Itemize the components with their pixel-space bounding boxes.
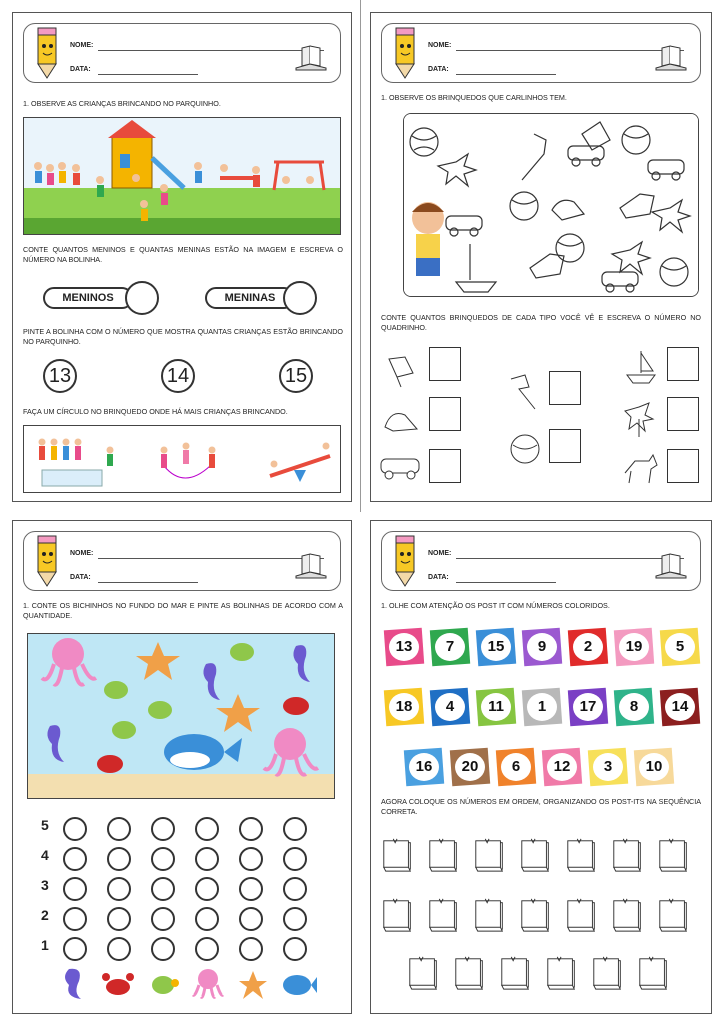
name-label: NOME: bbox=[428, 42, 452, 49]
book-icon bbox=[654, 44, 688, 72]
empty-postit-slot[interactable] bbox=[565, 897, 599, 933]
count-bubble[interactable] bbox=[107, 937, 131, 961]
postit-note bbox=[497, 749, 535, 785]
pencil-mascot-icon bbox=[32, 26, 62, 80]
book-icon bbox=[294, 44, 328, 72]
question-3: PINTE A BOLINHA COM O NÚMERO QUE MOSTRA QUANTAS CRIANÇAS ESTÃO BRINCANDO NO PARQUINHO. bbox=[23, 327, 343, 346]
header-box bbox=[23, 531, 341, 591]
playground-scene bbox=[23, 117, 341, 235]
empty-postit-slot[interactable] bbox=[519, 897, 553, 933]
empty-postit-slot[interactable] bbox=[657, 837, 691, 873]
count-bubble[interactable] bbox=[283, 877, 307, 901]
count-bubble[interactable] bbox=[195, 937, 219, 961]
seahorse-icon bbox=[57, 967, 87, 1001]
playground-illustration bbox=[24, 118, 341, 235]
postit-number: 12 bbox=[547, 753, 577, 781]
dinosaur-icon bbox=[381, 403, 421, 435]
count-bubble[interactable] bbox=[239, 847, 263, 871]
kite-icon bbox=[383, 353, 419, 389]
count-bubble[interactable] bbox=[63, 877, 87, 901]
worksheet-playground bbox=[12, 12, 352, 502]
count-bubble[interactable] bbox=[107, 877, 131, 901]
postit-note bbox=[385, 689, 423, 725]
empty-postit-slot[interactable] bbox=[519, 837, 553, 873]
postit-note bbox=[477, 689, 515, 725]
postit-number: 2 bbox=[573, 633, 603, 661]
count-bubble[interactable] bbox=[151, 907, 175, 931]
postit-note bbox=[615, 689, 653, 725]
book-icon bbox=[654, 552, 688, 580]
question-1: 1. OBSERVE AS CRIANÇAS BRINCANDO NO PARQUINHO. bbox=[23, 99, 221, 108]
boys-count-circle[interactable] bbox=[125, 281, 159, 315]
empty-postit-slot[interactable] bbox=[473, 837, 507, 873]
kite-count-box[interactable] bbox=[429, 347, 461, 381]
date-label: DATA: bbox=[70, 574, 91, 581]
count-bubble[interactable] bbox=[63, 907, 87, 931]
play-options-scene bbox=[23, 425, 341, 493]
question-2: CONTE QUANTOS BRINQUEDOS DE CADA TIPO VOCÊ VÊ E ESCREVA O NÚMERO NO QUADRINHO. bbox=[381, 313, 701, 332]
toys-illustration bbox=[404, 114, 699, 297]
empty-postit-slot[interactable] bbox=[611, 897, 645, 933]
count-bubble[interactable] bbox=[195, 877, 219, 901]
count-bubble[interactable] bbox=[239, 817, 263, 841]
empty-postit-slot[interactable] bbox=[453, 955, 487, 991]
boy-character bbox=[412, 202, 444, 276]
count-bubble[interactable] bbox=[195, 847, 219, 871]
count-bubble[interactable] bbox=[107, 817, 131, 841]
postit-number: 17 bbox=[573, 693, 603, 721]
turtle-icon bbox=[147, 971, 179, 999]
crab-icon bbox=[101, 971, 135, 999]
name-line[interactable] bbox=[98, 558, 324, 559]
postit-note bbox=[615, 629, 653, 665]
date-line[interactable] bbox=[456, 582, 556, 583]
option-13[interactable]: 13 bbox=[43, 359, 77, 393]
postit-number: 11 bbox=[481, 693, 511, 721]
octopus-icon bbox=[191, 967, 225, 1001]
empty-postit-slot[interactable] bbox=[591, 955, 625, 991]
count-bubble[interactable] bbox=[63, 847, 87, 871]
postit-number: 8 bbox=[619, 693, 649, 721]
girls-label: MENINAS bbox=[205, 287, 295, 309]
name-line[interactable] bbox=[456, 558, 684, 559]
postit-note bbox=[431, 629, 469, 665]
empty-postit-slot[interactable] bbox=[407, 955, 441, 991]
question-2: CONTE QUANTOS MENINOS E QUANTAS MENINAS ESTÃO NA IMAGEM E ESCREVA O NÚMERO NA BOLINHA. bbox=[23, 245, 343, 264]
pinwheel-icon bbox=[623, 401, 655, 437]
count-bubble[interactable] bbox=[283, 907, 307, 931]
count-bubble[interactable] bbox=[283, 817, 307, 841]
postit-number: 18 bbox=[389, 693, 419, 721]
page-divider bbox=[360, 0, 361, 512]
car-icon bbox=[379, 453, 421, 481]
postit-number: 9 bbox=[527, 633, 557, 661]
starfish-icon bbox=[237, 969, 269, 1001]
count-bubble[interactable] bbox=[107, 907, 131, 931]
row-label-4: 4 bbox=[41, 847, 49, 863]
count-bubble[interactable] bbox=[195, 817, 219, 841]
ball-icon bbox=[509, 433, 541, 465]
empty-postit-slot[interactable] bbox=[473, 897, 507, 933]
question-1: 1. OLHE COM ATENÇÃO OS POST IT COM NÚMEROS COLORIDOS. bbox=[381, 601, 610, 610]
postit-note bbox=[543, 749, 581, 785]
whale-icon bbox=[281, 971, 317, 999]
name-label: NOME: bbox=[428, 550, 452, 557]
header-box bbox=[381, 23, 701, 83]
name-label: NOME: bbox=[70, 42, 94, 49]
row-label-5: 5 bbox=[41, 817, 49, 833]
date-line[interactable] bbox=[456, 74, 556, 75]
sailboat-count-box[interactable] bbox=[667, 347, 699, 381]
postit-number: 19 bbox=[619, 633, 649, 661]
count-bubble[interactable] bbox=[283, 847, 307, 871]
question-1: 1. OBSERVE OS BRINQUEDOS QUE CARLINHOS TEM. bbox=[381, 93, 567, 102]
date-label: DATA: bbox=[70, 66, 91, 73]
empty-postit-slot[interactable] bbox=[611, 837, 645, 873]
name-label: NOME: bbox=[70, 550, 94, 557]
postit-number: 20 bbox=[455, 753, 485, 781]
postit-note bbox=[477, 629, 515, 665]
row-label-2: 2 bbox=[41, 907, 49, 923]
play-options-illustration bbox=[24, 426, 341, 493]
count-bubble[interactable] bbox=[283, 937, 307, 961]
empty-postit-slot[interactable] bbox=[545, 955, 579, 991]
postit-number: 3 bbox=[593, 753, 623, 781]
empty-postit-slot[interactable] bbox=[499, 955, 533, 991]
postit-number: 1 bbox=[527, 693, 557, 721]
option-15[interactable]: 15 bbox=[279, 359, 313, 393]
postit-number: 15 bbox=[481, 633, 511, 661]
date-label: DATA: bbox=[428, 574, 449, 581]
worksheet-sea-animals bbox=[12, 520, 352, 1014]
question-4: FAÇA UM CÍRCULO NO BRINQUEDO ONDE HÁ MAIS CRIANÇAS BRINCANDO. bbox=[23, 407, 288, 416]
worksheet-toys bbox=[370, 12, 712, 502]
worksheet-postits bbox=[370, 520, 712, 1014]
sea-illustration bbox=[28, 634, 335, 799]
count-bubble[interactable] bbox=[151, 847, 175, 871]
pencil-mascot-icon bbox=[390, 26, 420, 80]
postit-note bbox=[589, 749, 627, 785]
row-label-1: 1 bbox=[41, 937, 49, 953]
toys-scene bbox=[403, 113, 699, 297]
postit-number: 13 bbox=[389, 633, 419, 661]
book-icon bbox=[294, 552, 328, 580]
empty-postit-slot[interactable] bbox=[427, 837, 461, 873]
postit-number: 10 bbox=[639, 753, 669, 781]
horse-stick-count-box[interactable] bbox=[549, 371, 581, 405]
count-bubble[interactable] bbox=[239, 907, 263, 931]
empty-postit-slot[interactable] bbox=[381, 837, 415, 873]
postit-note bbox=[451, 749, 489, 785]
empty-postit-slot[interactable] bbox=[637, 955, 671, 991]
empty-postit-slot[interactable] bbox=[427, 897, 461, 933]
empty-postit-slot[interactable] bbox=[657, 897, 691, 933]
car-count-box[interactable] bbox=[429, 449, 461, 483]
sailboat-icon bbox=[623, 347, 659, 385]
name-line[interactable] bbox=[456, 50, 684, 51]
count-bubble[interactable] bbox=[107, 847, 131, 871]
postit-number: 5 bbox=[665, 633, 695, 661]
count-bubble[interactable] bbox=[63, 937, 87, 961]
count-bubble[interactable] bbox=[63, 817, 87, 841]
boys-label: MENINOS bbox=[43, 287, 133, 309]
name-line[interactable] bbox=[98, 50, 324, 51]
postit-number: 6 bbox=[501, 753, 531, 781]
empty-postit-slot[interactable] bbox=[565, 837, 599, 873]
sea-scene bbox=[27, 633, 335, 799]
count-bubble[interactable] bbox=[239, 877, 263, 901]
postit-note bbox=[431, 689, 469, 725]
pencil-mascot-icon bbox=[390, 534, 420, 588]
header-box bbox=[23, 23, 341, 83]
horse-icon bbox=[621, 453, 659, 485]
date-line[interactable] bbox=[98, 74, 198, 75]
question-1: 1. CONTE OS BICHINHOS NO FUNDO DO MAR E PINTE AS BOLINHAS DE ACORDO COM A QUANTIDADE. bbox=[23, 601, 343, 620]
postit-note bbox=[385, 629, 423, 665]
row-label-3: 3 bbox=[41, 877, 49, 893]
postit-note bbox=[661, 689, 699, 725]
count-bubble[interactable] bbox=[151, 817, 175, 841]
ball-count-box[interactable] bbox=[549, 429, 581, 463]
girls-count-circle[interactable] bbox=[283, 281, 317, 315]
postit-note bbox=[523, 629, 561, 665]
postit-number: 14 bbox=[665, 693, 695, 721]
date-line[interactable] bbox=[98, 582, 198, 583]
postit-number: 4 bbox=[435, 693, 465, 721]
postit-number: 7 bbox=[435, 633, 465, 661]
postit-note bbox=[569, 689, 607, 725]
postit-note bbox=[635, 749, 673, 785]
dinosaur-count-box[interactable] bbox=[429, 397, 461, 431]
count-bubble[interactable] bbox=[195, 907, 219, 931]
pinwheel-count-box[interactable] bbox=[667, 397, 699, 431]
header-box bbox=[381, 531, 701, 591]
postit-note bbox=[661, 629, 699, 665]
count-bubble[interactable] bbox=[151, 937, 175, 961]
count-bubble[interactable] bbox=[239, 937, 263, 961]
postit-note bbox=[523, 689, 561, 725]
pencil-mascot-icon bbox=[32, 534, 62, 588]
option-14[interactable]: 14 bbox=[161, 359, 195, 393]
postit-note bbox=[405, 749, 443, 785]
count-bubble[interactable] bbox=[151, 877, 175, 901]
empty-postit-slot[interactable] bbox=[381, 897, 415, 933]
horse-head-stick-icon bbox=[503, 371, 539, 411]
postit-note bbox=[569, 629, 607, 665]
date-label: DATA: bbox=[428, 66, 449, 73]
postit-number: 16 bbox=[409, 753, 439, 781]
question-2: AGORA COLOQUE OS NÚMEROS EM ORDEM, ORGANIZANDO OS POST-ITS NA SEQUÊNCIA CORRETA. bbox=[381, 797, 701, 816]
horse-count-box[interactable] bbox=[667, 449, 699, 483]
